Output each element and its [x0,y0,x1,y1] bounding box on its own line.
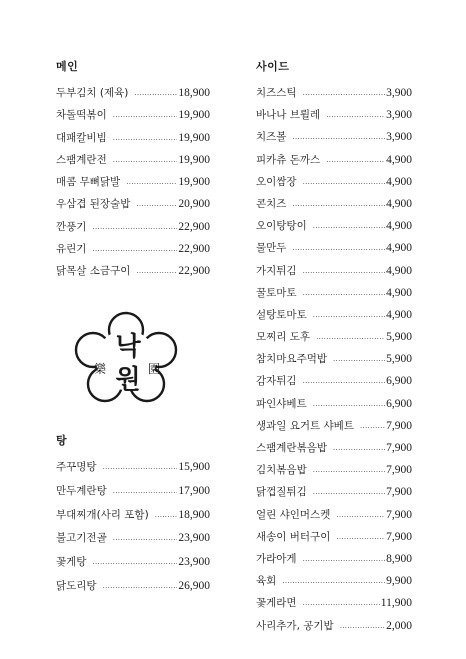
menu-item-name: 스팸계란볶음밥 [256,442,328,454]
dot-leader [292,126,385,148]
menu-item-name: 피카츄 돈까스 [256,153,321,166]
menu-item-name: 콘치즈 [256,197,287,210]
logo-hangul-bottom: 원 [115,365,141,395]
menu-item-name: 부대찌개(사리 포함) [56,508,149,521]
menu-item-price: 23,900 [178,532,210,545]
dot-leader [313,481,385,503]
menu-item [256,570,412,592]
dot-leader [136,193,177,215]
dot-leader [340,615,385,637]
dot-leader [292,193,385,215]
menu-item-name: 깐풍기 [56,220,87,233]
menu-item [256,126,412,148]
menu-item-name: 유린기 [56,243,87,256]
menu-item [256,193,412,215]
menu-item-price: 20,900 [178,198,210,211]
menu-item [56,238,210,260]
menu-item-name: 바나나 브륄레 [256,109,321,122]
menu-item-price: 6,900 [386,375,412,388]
menu-item [56,504,210,528]
menu-item-price: 4,900 [386,242,412,255]
menu-item [256,481,412,503]
menu-item-price: 4,900 [386,175,412,188]
menu-item-price: 22,900 [178,220,210,233]
menu-item-name: 얼린 샤인머스켓 [256,508,331,521]
menu-item [256,171,412,193]
menu-item-name: 가라아게 [256,552,297,565]
menu-item-name: 사리추가, 공기밥 [256,619,334,632]
menu-item [56,480,210,504]
dot-leader [303,548,386,570]
dot-leader [282,570,385,592]
menu-item-name: 생과일 요거트 샤베트 [256,419,354,432]
menu-item-name: 닭목살 소금구이 [56,265,131,278]
menu-item-price: 18,900 [178,508,210,521]
menu-item-name: 설탕토마토 [256,308,307,321]
menu-item-name: 오이쌈장 [256,175,297,188]
menu-item-price: 19,900 [178,131,210,144]
main-section [56,58,210,283]
tang-section-title: 탕 [56,434,68,447]
menu-item [256,237,412,259]
dot-leader [303,592,380,614]
menu-item-price: 9,900 [386,575,412,588]
menu-item [56,193,210,215]
dot-leader [360,415,385,437]
menu-item-price: 4,900 [386,197,412,210]
menu-item-name: 파인샤베트 [256,397,307,410]
menu-item-price: 15,900 [178,461,210,473]
dot-leader [113,127,178,149]
menu-item-name: 만두계란탕 [56,484,107,497]
dot-leader [303,171,386,193]
menu-item-name: 치즈스틱 [256,87,297,99]
menu-item-price: 4,900 [386,220,412,233]
dot-leader [136,260,177,282]
dot-leader [303,260,386,282]
dot-leader [113,104,178,126]
dot-leader [92,238,177,260]
menu-item-name: 김치볶음밥 [256,464,307,477]
menu-item-price: 3,900 [386,87,412,99]
menu-item-price: 7,900 [386,419,412,432]
menu-item-price: 4,900 [386,153,412,166]
dot-leader [103,456,178,480]
side-section [256,58,412,637]
menu-item-price: 26,900 [178,579,210,592]
menu-item [256,326,412,348]
logo-hanja-left: 樂 [93,362,107,376]
menu-item-price: 7,900 [386,508,412,521]
menu-item-name: 새송이 버터구이 [256,530,331,543]
menu-item [56,127,210,149]
menu-item-name: 꿀토마토 [256,286,297,299]
dot-leader [336,504,385,526]
dot-leader [313,215,385,237]
dot-leader [303,82,386,104]
menu-item-name: 차돌떡볶이 [56,109,107,122]
restaurant-logo [70,310,182,406]
menu-item [256,548,412,570]
menu-item-price: 5,900 [386,353,412,366]
menu-item-name: 모찌리 도후 [256,331,311,344]
menu-item-name: 스팸계란전 [56,153,107,166]
dot-leader [336,526,385,548]
dot-leader [303,370,386,392]
menu-item [56,104,210,126]
side-section-title: 사이드 [256,60,290,73]
main-section-title: 메인 [56,60,79,73]
menu-item-price: 3,900 [386,131,412,144]
menu-item-name: 감자튀김 [256,375,297,388]
main-menu-list [56,82,210,283]
dot-leader [126,171,177,193]
dot-leader [92,216,177,238]
menu-item-name: 물만두 [256,242,287,255]
dot-leader [326,104,385,126]
menu-item-price: 7,900 [386,486,412,499]
menu-item-price: 4,900 [386,286,412,299]
menu-item [256,82,412,104]
menu-item-name: 꽃게탕 [56,556,87,569]
menu-item [56,82,210,104]
menu-item [256,149,412,171]
dot-leader [92,551,177,575]
menu-item-price: 7,900 [386,464,412,477]
menu-item [56,527,210,551]
dot-leader [326,149,385,171]
menu-item [256,526,412,548]
menu-item-price: 4,900 [386,308,412,321]
menu-item-price: 11,900 [380,597,412,610]
menu-item-price: 6,900 [386,397,412,410]
menu-item [56,149,210,171]
menu-item [56,171,210,193]
menu-item-name: 가지튀김 [256,264,297,277]
menu-item-price: 22,900 [178,243,210,256]
menu-item [256,393,412,415]
menu-item-price: 4,900 [386,264,412,277]
tang-section [56,432,210,599]
dot-leader [333,437,385,459]
logo-hanja-right: 園 [147,362,161,376]
menu-item-price: 7,900 [386,530,412,543]
menu-item-price: 19,900 [178,153,210,166]
tang-menu-list [56,456,210,599]
menu-item-price: 2,000 [386,619,412,632]
menu-item-name: 주꾸명탕 [56,461,97,473]
menu-item [56,551,210,575]
menu-item-name: 불고기전골 [56,532,107,545]
logo-hangul-top: 낙 [115,332,141,362]
menu-item-price: 19,900 [178,176,210,189]
menu-item [56,456,210,480]
menu-item-name: 두부김치 (제육) [56,87,129,99]
menu-item [256,282,412,304]
menu-item-name: 닭도리탕 [56,579,97,592]
dot-leader [113,527,178,551]
menu-item [256,615,412,637]
menu-item-name: 대패칼비빔 [56,131,107,144]
menu-item [256,415,412,437]
side-menu-list [256,82,412,637]
menu-item [256,104,412,126]
dot-leader [313,393,385,415]
menu-item-name: 오이탕탕이 [256,220,307,233]
menu-item-name: 치즈볼 [256,131,287,144]
menu-item [56,575,210,599]
dot-leader [313,304,385,326]
logo-emblem [70,310,182,406]
dot-leader [113,480,178,504]
menu-item [256,437,412,459]
dot-leader [316,326,385,348]
menu-item [256,504,412,526]
menu-item [256,592,412,614]
menu-item [256,304,412,326]
menu-item [256,370,412,392]
menu-item [56,216,210,238]
menu-item-name: 육회 [256,575,277,588]
dot-leader [103,575,178,599]
menu-item-price: 5,900 [386,331,412,344]
menu-item-price: 17,900 [178,484,210,497]
dot-leader [134,82,177,104]
menu-item [256,459,412,481]
dot-leader [303,282,386,304]
menu-item-name: 우삼겹 된장술밥 [56,198,131,211]
menu-item-name: 꽃게라면 [256,597,297,610]
menu-item-name: 참치마요주먹밥 [256,353,328,366]
menu-item-name: 매콤 무뼈닭발 [56,176,121,189]
menu-item-price: 3,900 [386,109,412,122]
dot-leader [333,348,385,370]
menu-item-name: 닭껍질튀김 [256,486,307,499]
dot-leader [313,459,385,481]
menu-item-price: 23,900 [178,556,210,569]
menu-item [56,260,210,282]
menu-item-price: 19,900 [178,109,210,122]
menu-item [256,260,412,282]
menu-item-price: 22,900 [178,265,210,278]
dot-leader [292,237,385,259]
dot-leader [113,149,178,171]
menu-item [256,348,412,370]
menu-item-price: 7,900 [386,442,412,454]
menu-item [256,215,412,237]
menu-item-price: 18,900 [178,87,210,99]
dot-leader [155,504,178,528]
menu-item-price: 8,900 [386,552,412,565]
